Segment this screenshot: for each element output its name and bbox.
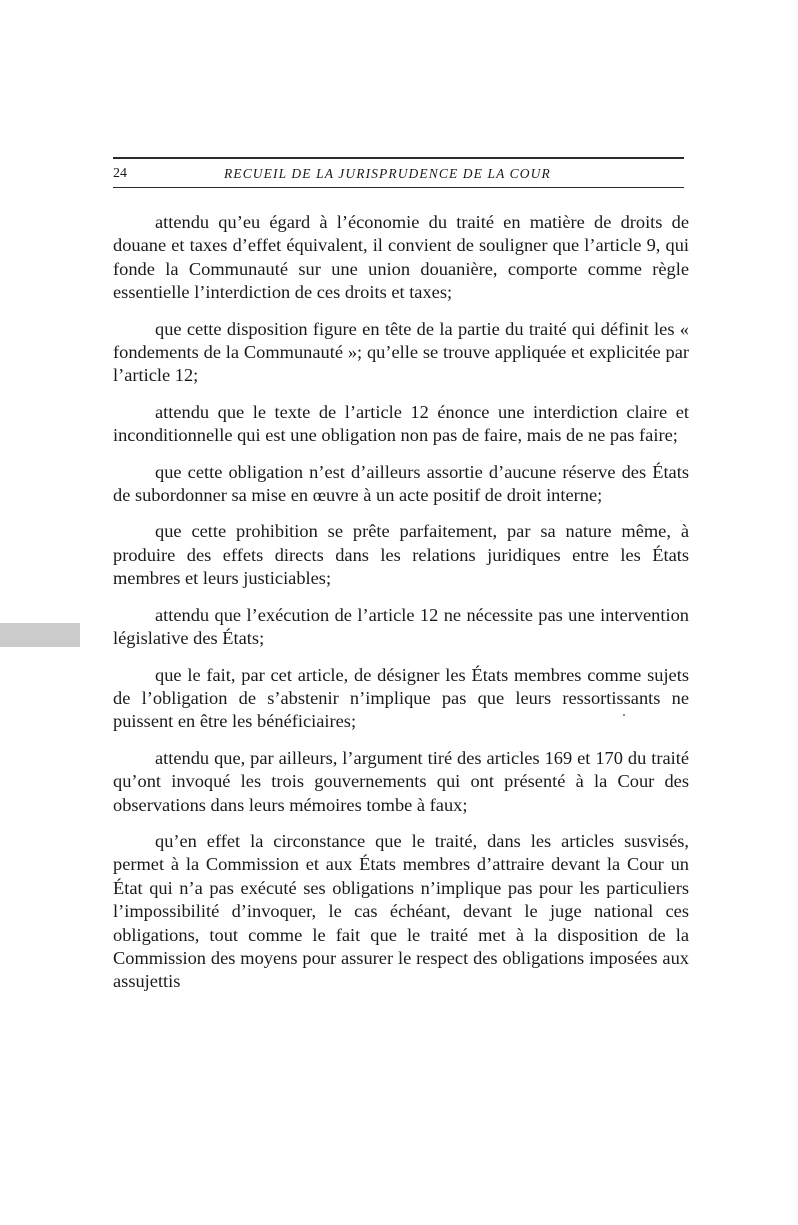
page-number: 24: [113, 166, 127, 181]
paragraph: que cette prohibition se prête parfaitement, par sa nature même, à produire des effets directs dans les relations juridiques entre les États membres et leurs justiciables;: [113, 521, 689, 589]
paragraph: attendu que le texte de l’article 12 énonce une interdiction claire et inconditionnelle qui est une obligation non pas de faire, mais de ne pas faire;: [113, 401, 689, 446]
paragraph: attendu que l’exécution de l’article 12 ne nécessite pas une intervention législative des États;: [113, 604, 689, 649]
header-bottom-rule: [113, 187, 684, 188]
scan-speck: [623, 714, 625, 716]
paragraph: que cette disposition figure en tête de la partie du traité qui définit les « fondements de la Communauté »; qu’elle se trouve appliquée et explicitée par l’article 12;: [113, 318, 689, 386]
paragraph: attendu qu’eu égard à l’économie du traité en matière de droits de douane et taxes d’effet équivalent, il convient de souligner que l’article 9, qui fonde la Communauté sur une union douanière, comporte comme règle essentielle l’interdiction de ces droits et taxes;: [113, 212, 689, 303]
margin-tab: [0, 623, 80, 647]
paragraph: qu’en effet la circonstance que le traité, dans les articles susvisés, permet à la Commission et aux États membres d’attraire devant la Cour un État qui n’a pas exécuté ses obligations n’implique pas pour les particuliers l’impossibilité d’invoquer, le cas échéant, devant le juge national ces obligations, tout comme le fait que le traité met à la disposition de la Commission des moyens pour assurer le respect des obligations imposées aux assujettis: [113, 830, 689, 992]
body-text: [113, 211, 689, 1007]
paragraph: attendu que, par ailleurs, l’argument tiré des articles 169 et 170 du traité qu’ont invoqué les trois gouvernements qui ont présenté à la Cour des observations dans leurs mémoires tombe à faux;: [113, 747, 689, 815]
paragraph: que le fait, par cet article, de désigner les États membres comme sujets de l’obligation de s’abstenir n’implique pas que leurs ressortissants ne puissent en être les bénéficiaires;: [113, 664, 689, 732]
running-head: [113, 163, 684, 185]
header-top-rule: [113, 157, 684, 159]
journal-title: RECUEIL DE LA JURISPRUDENCE DE LA COUR: [224, 166, 551, 181]
paragraph: que cette obligation n’est d’ailleurs assortie d’aucune réserve des États de subordonner sa mise en œuvre à un acte positif de droit interne;: [113, 461, 689, 506]
